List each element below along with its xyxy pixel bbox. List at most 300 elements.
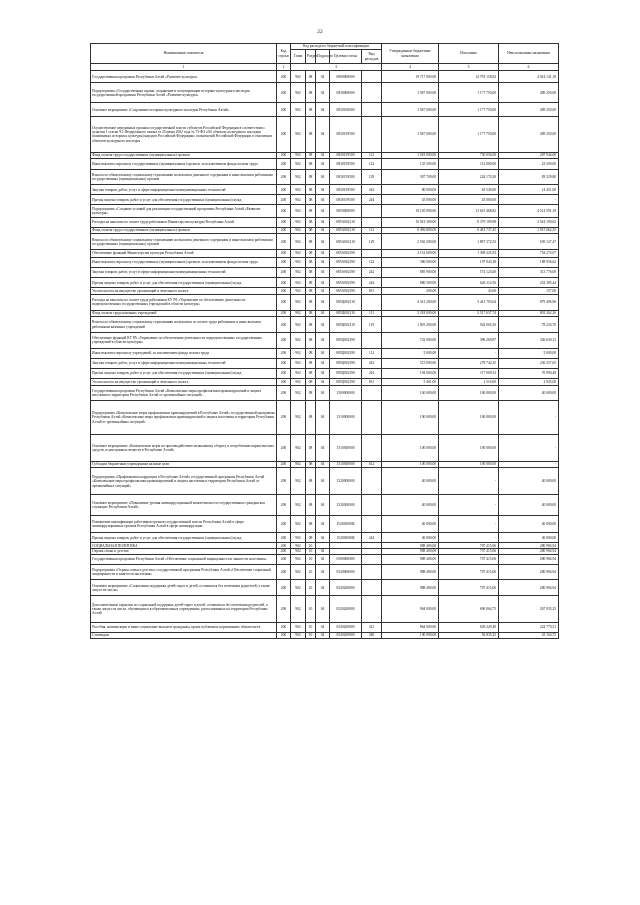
row-glava: 902 (291, 533, 306, 543)
header-code: Код строки (277, 44, 291, 64)
row-code: 200 (277, 622, 291, 632)
row-approved: 10 923 300,00 (382, 217, 439, 227)
row-executed: 13 615 408,82 (439, 205, 499, 217)
row-podrazdel: 04 (316, 294, 330, 310)
row-approved: 40 000,00 (382, 468, 439, 495)
row-unexecuted: - (499, 461, 559, 468)
row-code: 200 (277, 633, 291, 639)
table-row (91, 622, 559, 632)
row-podrazdel: 04 (316, 268, 330, 278)
row-name: Повышение квалификации работников органов государственной власти Республики Алтай в сфере антикоррупционных органов Республики Алтай в сфере антикоррупции (91, 515, 277, 533)
row-name: Подпрограмма «Профилактика коррупции в Республике Алтай» государственной программы Республики Алтай «Комплексные меры профилактики правонарушений и защита населения и территории Республики Алтай от чрезвычайных ситуаций» (91, 468, 277, 495)
row-name: Закупка товаров, работ, услуг в сфере информационно-коммуникационных технологий (91, 268, 277, 278)
table-row (91, 580, 559, 596)
row-approved: 386 000,00 (382, 257, 439, 267)
row-name: Подпрограмма «Создание условий для реализации государственной программы Республики Алтай «Развитие культуры» (91, 205, 277, 217)
row-executed: - (439, 533, 499, 543)
column-number: 6 (499, 64, 559, 71)
row-code: 200 (277, 268, 291, 278)
row-target: 0520200000 (330, 596, 362, 623)
row-name: Подпрограмма «Государственная охрана, сохранение и популяризация историко-культурного наследия государственной программы Республики Алтай «Развитие культуры» (91, 83, 277, 103)
row-razdel: 08 (306, 159, 316, 169)
row-vid (362, 580, 382, 596)
row-executed: 100 000,00 (439, 461, 499, 468)
row-vid: 121 (362, 227, 382, 234)
header-approved: Утвержденные бюджетные назначения (382, 44, 439, 64)
row-glava: 902 (291, 543, 306, 549)
row-code: 200 (277, 195, 291, 205)
row-name: Подпрограмма «Охрана семьи и детства» государственной программы Республики Алтай «Обеспечение социальной защищенности и занятости населения» (91, 564, 277, 580)
page-number: 22 (317, 29, 323, 35)
table-row (91, 250, 559, 258)
row-target: 1510300000 (330, 434, 362, 461)
row-vid: 129 (362, 234, 382, 250)
row-razdel: 08 (306, 195, 316, 205)
row-code: 200 (277, 83, 291, 103)
row-glava: 902 (291, 368, 306, 378)
table-row (91, 205, 559, 217)
row-podrazdel: 04 (316, 549, 330, 555)
row-approved: 1 003 200,00 (382, 317, 439, 333)
row-podrazdel: 04 (316, 564, 330, 580)
row-unexecuted: 224 770,51 (499, 622, 559, 632)
row-approved: 40 000,00 (382, 495, 439, 515)
row-podrazdel: 04 (316, 71, 330, 83)
row-vid: 112 (362, 348, 382, 358)
row-razdel: 08 (306, 468, 316, 495)
table-row (91, 348, 559, 358)
table-row (91, 185, 559, 195)
table-row (91, 217, 559, 227)
header-razdel: Раздел (306, 50, 316, 64)
row-executed: 3 441 703,04 (439, 294, 499, 310)
row-name: Фонд оплаты труда государственных (муниципальных) органов (91, 152, 277, 159)
row-code: 200 (277, 159, 291, 169)
row-code: 200 (277, 515, 291, 533)
row-approved: 45 000,00 (382, 195, 439, 205)
row-podrazdel: 04 (316, 533, 330, 543)
row-unexecuted: 188 956,62 (499, 257, 559, 267)
row-approved: 732 900,00 (382, 332, 439, 348)
table-row (91, 195, 559, 205)
row-executed: 8 379 109,98 (439, 217, 499, 227)
row-executed: 2 516,00 (439, 378, 499, 385)
row-glava: 902 (291, 288, 306, 295)
row-approved: 19 717 000,00 (382, 71, 439, 83)
row-name: Расходы на выплаты по оплате труда работников КУ РА «Управление по обеспечению деятельности подведомственных государственных учреждений в области культуры» (91, 294, 277, 310)
row-razdel: 08 (306, 169, 316, 185)
row-name: Прочая закупка товаров, работ и услуг для обеспечения государственных (муниципальных) нужд (91, 278, 277, 288)
row-target: 1510000000 (330, 401, 362, 435)
header-glava: Глава (291, 50, 306, 64)
row-target: 0520200000 (330, 633, 362, 639)
row-podrazdel: 04 (316, 257, 330, 267)
row-vid: 122 (362, 257, 382, 267)
row-unexecuted: 5 000,00 (499, 348, 559, 358)
row-approved: 864 000,00 (382, 622, 439, 632)
row-glava: 902 (291, 622, 306, 632)
row-executed: 65 549,00 (439, 185, 499, 195)
budget-execution-table (90, 43, 559, 639)
row-target: 0830159500 (330, 152, 362, 159)
row-code: 200 (277, 234, 291, 250)
row-approved: 100 000,00 (382, 633, 439, 639)
row-glava: 902 (291, 257, 306, 267)
row-vid: 340 (362, 633, 382, 639)
row-name: Основное мероприятие «Сохранение историко-культурного наследия Республики Алтай» (91, 103, 277, 116)
row-target: 0830100000 (330, 103, 362, 116)
row-code: 200 (277, 368, 291, 378)
row-code: 200 (277, 116, 291, 152)
table-row (91, 332, 559, 348)
row-glava: 902 (291, 358, 306, 368)
header-podrazdel: Подраздел (316, 50, 330, 64)
row-vid: 244 (362, 533, 382, 543)
row-executed: 2 517 637,74 (439, 310, 499, 317)
table-row (91, 468, 559, 495)
row-unexecuted: 23 500,00 (499, 159, 559, 169)
row-glava: 902 (291, 348, 306, 358)
row-executed: 1 177 750,00 (439, 83, 499, 103)
row-name: Государственная программа Республики Алтай «Обеспечение социальной защищенности и занятости населения» (91, 554, 277, 564)
row-unexecuted: 14 451,00 (499, 185, 559, 195)
row-name: Закупка товаров, работ, услуг в сфере информационно-коммуникационных технологий (91, 358, 277, 368)
row-glava: 902 (291, 217, 306, 227)
row-name: Основное мероприятие «Повышение уровня антикоррупционной компетентности государственных гражданских служащих Республики Алтай» (91, 495, 277, 515)
row-razdel: 08 (306, 461, 316, 468)
row-name: Осуществление переданных органам государственной власти субъектов Российской Федерации в соответствии с пунктом 1 статьи 9.1 Федерального закона от 25 июня 2002 года № 73-ФЗ «Об объектах культурного наследия (памятниках истории и культуры) народов Российской Федерации» полномочий Российской Федерации в отношении объектов культурного наследия (91, 116, 277, 152)
table-row (91, 401, 559, 435)
row-approved: 885 900,00 (382, 268, 439, 278)
row-razdel: 08 (306, 495, 316, 515)
row-razdel: 08 (306, 434, 316, 461)
row-razdel: 08 (306, 332, 316, 348)
table-row (91, 533, 559, 543)
row-name: Государственная программа Республики Алтай «Развитие культуры» (91, 71, 277, 83)
row-vid: 242 (362, 185, 382, 195)
row-executed: 100 000,00 (439, 385, 499, 401)
row-glava: 902 (291, 580, 306, 596)
row-vid (362, 596, 382, 623)
row-target: 085А002190 (330, 288, 362, 295)
row-podrazdel: 04 (316, 288, 330, 295)
row-razdel: 08 (306, 227, 316, 234)
table-row (91, 310, 559, 317)
row-vid (362, 434, 382, 461)
row-code: 200 (277, 401, 291, 435)
row-vid: 851 (362, 288, 382, 295)
row-executed: 224 170,20 (439, 169, 499, 185)
row-target: 0830000000 (330, 83, 362, 103)
row-code: 200 (277, 278, 291, 288)
row-executed: 100 000,00 (439, 401, 499, 435)
table-row (91, 633, 559, 639)
header-kbk-group: Код расхода по бюджетной классификации (291, 44, 382, 50)
row-approved: 200,00 (382, 288, 439, 295)
row-vid: 111 (362, 310, 382, 317)
row-glava: 902 (291, 317, 306, 333)
row-code: 200 (277, 580, 291, 596)
row-target: 085А002190 (330, 268, 362, 278)
row-approved: 1 018 000,00 (382, 152, 439, 159)
row-name: Обеспечение функций КУ РА «Управление по обеспечению деятельности подведомственных государственных учреждений в области культуры» (91, 332, 277, 348)
row-unexecuted: 40 000,00 (499, 515, 559, 533)
row-podrazdel: 04 (316, 348, 330, 358)
row-razdel: 08 (306, 83, 316, 103)
row-glava: 902 (291, 205, 306, 217)
row-executed: 730 056,00 (439, 152, 499, 159)
row-glava: 902 (291, 332, 306, 348)
table-row (91, 83, 559, 103)
row-vid (362, 205, 382, 217)
row-glava: 902 (291, 495, 306, 515)
row-razdel: 08 (306, 116, 316, 152)
row-name: Иные выплаты персоналу государственных (муниципальных) органов, за исключением фонда оплаты труда (91, 257, 277, 267)
row-approved: 8 396 800,00 (382, 227, 439, 234)
column-number: 2 (277, 64, 291, 71)
row-razdel: 08 (306, 185, 316, 195)
row-target: 1510300000 (330, 461, 362, 468)
row-razdel: 08 (306, 71, 316, 83)
row-executed: 117 009,52 (439, 368, 499, 378)
row-podrazdel: 04 (316, 401, 330, 435)
row-vid: 612 (362, 461, 382, 468)
row-unexecuted: 280 984,94 (499, 564, 559, 580)
row-glava: 902 (291, 461, 306, 468)
row-target: 0830159500 (330, 195, 362, 205)
row-unexecuted: 409 250,00 (499, 83, 559, 103)
table-row (91, 564, 559, 580)
row-executed: 43,00 (439, 288, 499, 295)
row-podrazdel: 04 (316, 385, 330, 401)
row-vid (362, 385, 382, 401)
row-razdel: 08 (306, 217, 316, 227)
row-target: 1500000000 (330, 385, 362, 401)
row-glava: 902 (291, 185, 306, 195)
row-code: 200 (277, 348, 291, 358)
row-approved: 1 587 000,00 (382, 83, 439, 103)
row-approved: 135 500,00 (382, 159, 439, 169)
row-target: 0830159500 (330, 159, 362, 169)
row-approved: 5 000,00 (382, 348, 439, 358)
row-executed: 1 177 750,00 (439, 103, 499, 116)
row-name: СОЦИАЛЬНАЯ ПОЛИТИКА (91, 543, 277, 549)
row-glava: 902 (291, 169, 306, 185)
row-target: 085Ц002110 (330, 317, 362, 333)
row-name: Государственная программа Республики Алтай «Комплексные меры профилактики правонарушений и защита населения и территории Республики Алтай от чрезвычайных ситуаций» (91, 385, 277, 401)
row-podrazdel: 04 (316, 332, 330, 348)
row-code: 200 (277, 543, 291, 549)
row-glava: 902 (291, 227, 306, 234)
row-name: Подпрограмма «Комплексные меры профилактики правонарушений в Республике Алтай» государственной программы Республики Алтай «Комплексные меры профилактики правонарушений и защита населения и территории Республики Алтай от чрезвычайных ситуаций» (91, 401, 277, 435)
row-approved: 2 152 600,00 (382, 250, 439, 258)
row-glava: 902 (291, 116, 306, 152)
row-glava: 902 (291, 564, 306, 580)
row-unexecuted: 40 000,00 (499, 468, 559, 495)
row-code: 200 (277, 358, 291, 368)
row-code: 200 (277, 288, 291, 295)
row-vid (362, 217, 382, 227)
row-podrazdel: 04 (316, 234, 330, 250)
row-approved: 3 318 000,00 (382, 310, 439, 317)
row-target: 0830159500 (330, 169, 362, 185)
row-vid (362, 495, 382, 515)
row-code: 200 (277, 103, 291, 116)
table-row (91, 495, 559, 515)
row-vid: 119 (362, 317, 382, 333)
row-razdel: 08 (306, 385, 316, 401)
row-target: 0520000000 (330, 564, 362, 580)
row-approved: 515 000,00 (382, 358, 439, 368)
row-approved: 18 130 000,00 (382, 205, 439, 217)
row-unexecuted: 879 496,96 (499, 294, 559, 310)
row-unexecuted: 336 630,13 (499, 332, 559, 348)
row-vid: 129 (362, 169, 382, 185)
row-unexecuted: 2 945,00 (499, 378, 559, 385)
row-executed: 56 835,25 (439, 633, 499, 639)
row-code: 200 (277, 250, 291, 258)
table-row (91, 71, 559, 83)
table-row (91, 234, 559, 250)
row-executed: 696 064,75 (439, 596, 499, 623)
row-approved: 988 400,00 (382, 543, 439, 549)
row-target: 152030000Б (330, 533, 362, 543)
row-unexecuted: 313 776,00 (499, 268, 559, 278)
table-row (91, 368, 559, 378)
row-glava: 902 (291, 554, 306, 564)
row-unexecuted: 236 257,65 (499, 358, 559, 368)
row-vid (362, 250, 382, 258)
row-name: Прочая закупка товаров, работ и услуг для обеспечения государственных (муниципальных) нужд (91, 195, 277, 205)
row-unexecuted: 280 984,94 (499, 580, 559, 596)
row-approved: 40 000,00 (382, 533, 439, 543)
row-code: 200 (277, 227, 291, 234)
row-glava: 902 (291, 234, 306, 250)
row-razdel: 08 (306, 294, 316, 310)
row-code: 200 (277, 332, 291, 348)
row-executed: 197 043,38 (439, 257, 499, 267)
row-podrazdel: 04 (316, 368, 330, 378)
table-body (91, 71, 559, 639)
row-executed: 572 123,00 (439, 268, 499, 278)
row-name: Субсидии бюджетным учреждениям на иные цели (91, 461, 277, 468)
row-name: Обеспечение функций Министерства культуры Республики Алтай (91, 250, 277, 258)
row-approved: 307 700,00 (382, 169, 439, 185)
row-glava: 902 (291, 294, 306, 310)
row-unexecuted: 157,00 (499, 288, 559, 295)
row-name: Прочая закупка товаров, работ и услуг для обеспечения государственных (муниципальных) нужд (91, 533, 277, 543)
row-approved: 40 000,00 (382, 515, 439, 533)
row-name: Уплата налога на имущество организаций и земельного налога (91, 378, 277, 385)
table-row (91, 227, 559, 234)
row-code: 200 (277, 385, 291, 401)
row-executed: 707 415,06 (439, 554, 499, 564)
row-podrazdel: 04 (316, 317, 330, 333)
row-code: 200 (277, 205, 291, 217)
row-unexecuted: 1 915 062,55 (499, 227, 559, 234)
row-target: 0830159500 (330, 185, 362, 195)
header-target: Целевая статья (330, 50, 362, 64)
row-glava: 902 (291, 596, 306, 623)
row-glava: 902 (291, 268, 306, 278)
row-target: 085Ц002190 (330, 358, 362, 368)
row-razdel: 10 (306, 543, 316, 549)
row-target: 0830159500 (330, 116, 362, 152)
row-razdel: 10 (306, 622, 316, 632)
row-code: 200 (277, 257, 291, 267)
row-vid: 242 (362, 358, 382, 368)
row-unexecuted: 78 234,70 (499, 317, 559, 333)
row-unexecuted: 40 000,00 (499, 533, 559, 543)
row-podrazdel: 04 (316, 250, 330, 258)
row-code: 200 (277, 596, 291, 623)
table-row (91, 385, 559, 401)
row-code: 200 (277, 549, 291, 555)
table-row (91, 288, 559, 295)
row-executed: 6 481 737,45 (439, 227, 499, 234)
row-glava: 902 (291, 468, 306, 495)
row-code: 200 (277, 169, 291, 185)
row-target: 085Ц002190 (330, 378, 362, 385)
row-vid (362, 116, 382, 152)
row-glava: 902 (291, 103, 306, 116)
row-unexecuted: 409 250,00 (499, 116, 559, 152)
row-code: 200 (277, 468, 291, 495)
row-name: Стипендии (91, 633, 277, 639)
row-razdel: 08 (306, 250, 316, 258)
row-target: 0500000000 (330, 554, 362, 564)
row-unexecuted: 287 944,00 (499, 152, 559, 159)
row-podrazdel: 04 (316, 217, 330, 227)
row-approved: 964 000,00 (382, 596, 439, 623)
row-vid (362, 103, 382, 116)
row-executed: 707 415,06 (439, 564, 499, 580)
row-name: Закупка товаров, работ, услуг в сфере информационно-коммуникационных технологий (91, 185, 277, 195)
row-unexecuted: - (499, 195, 559, 205)
row-target: 0520200000 (330, 580, 362, 596)
row-podrazdel: 04 (316, 310, 330, 317)
row-vid (362, 332, 382, 348)
row-razdel: 08 (306, 152, 316, 159)
table-row (91, 461, 559, 468)
row-podrazdel: 04 (316, 278, 330, 288)
row-name: Взносы по обязательному социальному страхованию на выплаты по оплате труда работников и иные выплаты работникам казенных учреждений (91, 317, 277, 333)
row-glava: 902 (291, 195, 306, 205)
row-executed: 707 415,06 (439, 549, 499, 555)
row-unexecuted: 4 514 591,18 (499, 205, 559, 217)
table-row (91, 116, 559, 152)
row-code: 200 (277, 185, 291, 195)
table-row (91, 515, 559, 533)
row-approved: 140 000,00 (382, 385, 439, 401)
row-vid: 122 (362, 159, 382, 169)
row-code: 200 (277, 554, 291, 564)
row-razdel: 10 (306, 554, 316, 564)
row-code: 200 (277, 564, 291, 580)
row-target: 085Ц002110 (330, 294, 362, 310)
row-vid (362, 564, 382, 580)
row-vid: 242 (362, 268, 382, 278)
row-razdel: 08 (306, 317, 316, 333)
row-razdel: 08 (306, 515, 316, 533)
row-approved: 5 461,00 (382, 378, 439, 385)
row-unexecuted: 280 984,94 (499, 549, 559, 555)
row-target: 0520200000 (330, 622, 362, 632)
row-executed: - (439, 348, 499, 358)
table-row (91, 169, 559, 185)
row-name: Основное мероприятие «Комплексные меры по противодействию незаконному обороту и потреблению наркотических средств, психотропных веществ в Республике Алтай» (91, 434, 277, 461)
row-vid (362, 294, 382, 310)
